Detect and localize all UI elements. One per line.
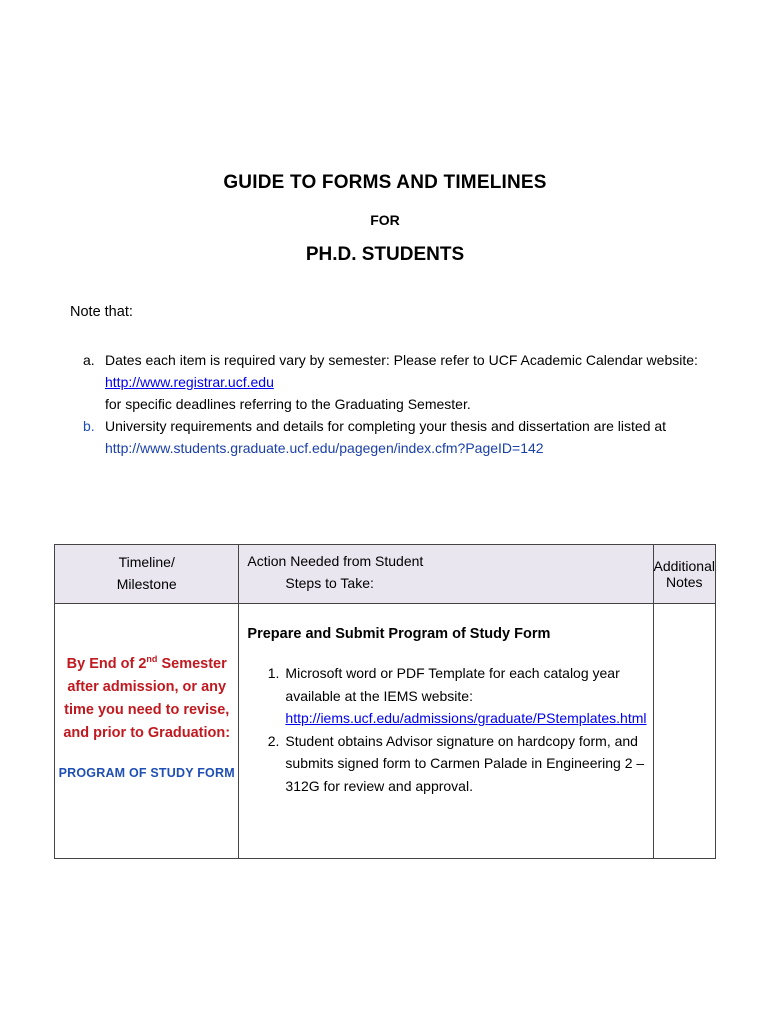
step-body [285, 662, 646, 730]
step-text: Student obtains Advisor signature on hardcopy form, and submits signed form to Carmen Palade in Engineering 2 – 312G for review and approval. [285, 732, 645, 794]
graduate-pagegen-link[interactable]: http://www.students.graduate.ucf.edu/pagegen/index.cfm?PageID=142 [105, 440, 544, 456]
registrar-link[interactable]: http://www.registrar.ucf.edu [105, 374, 274, 390]
milestone-text [55, 648, 238, 745]
header-action-line1: Action Needed from Student [247, 553, 424, 569]
iems-template-link[interactable]: http://iems.ucf.edu/admissions/graduate/PStemplates.html [285, 710, 647, 726]
header-notes: Additional Notes [653, 545, 716, 604]
header-action [239, 545, 653, 604]
note-body [105, 349, 723, 415]
note-body [105, 415, 666, 459]
title-line-3: PH.D. STUDENTS [305, 244, 465, 265]
milestone-cell [55, 604, 239, 859]
note-text: University requirements and details for completing your thesis and dissertation are listed at [105, 418, 667, 434]
header-action-line2: Steps to Take: [285, 575, 374, 591]
header-timeline [55, 545, 239, 604]
action-cell [239, 604, 653, 859]
step-number: 2. [267, 732, 280, 749]
header-timeline-line1: Timeline/ [118, 554, 175, 570]
list-item [247, 662, 646, 730]
note-item-b [83, 415, 723, 459]
note-marker: b. [83, 418, 95, 434]
steps-list [247, 662, 646, 797]
form-name: PROGRAM OF STUDY FORM [58, 765, 235, 780]
forms-timeline-table [54, 544, 716, 859]
title-line-2: FOR [370, 212, 400, 228]
milestone-text-rest: Semester after admission, or any time you need to revise, and prior to Graduation: [63, 655, 231, 741]
title-line-1: GUIDE TO FORMS AND TIMELINES [223, 172, 547, 193]
milestone-superscript: nd [146, 654, 158, 664]
step-text: Microsoft word or PDF Template for each catalog year available at the IEMS website: [285, 665, 620, 704]
note-intro: Note that: [70, 304, 133, 320]
list-item [247, 730, 646, 798]
note-marker: a. [83, 352, 95, 368]
notes-list [83, 349, 723, 459]
header-timeline-line2: Milestone [116, 576, 177, 592]
milestone-text-start: By End of 2 [66, 655, 147, 672]
table-header-row [55, 545, 716, 604]
notes-cell [653, 604, 716, 859]
note-text: Dates each item is required vary by semester: Please refer to UCF Academic Calendar website: [105, 352, 698, 368]
step-number: 1. [267, 665, 280, 681]
table-row [55, 604, 716, 859]
note-text-continued: for specific deadlines referring to the Graduating Semester. [105, 396, 471, 412]
action-title: Prepare and Submit Program of Study Form [247, 626, 551, 642]
note-item-a [83, 349, 723, 415]
